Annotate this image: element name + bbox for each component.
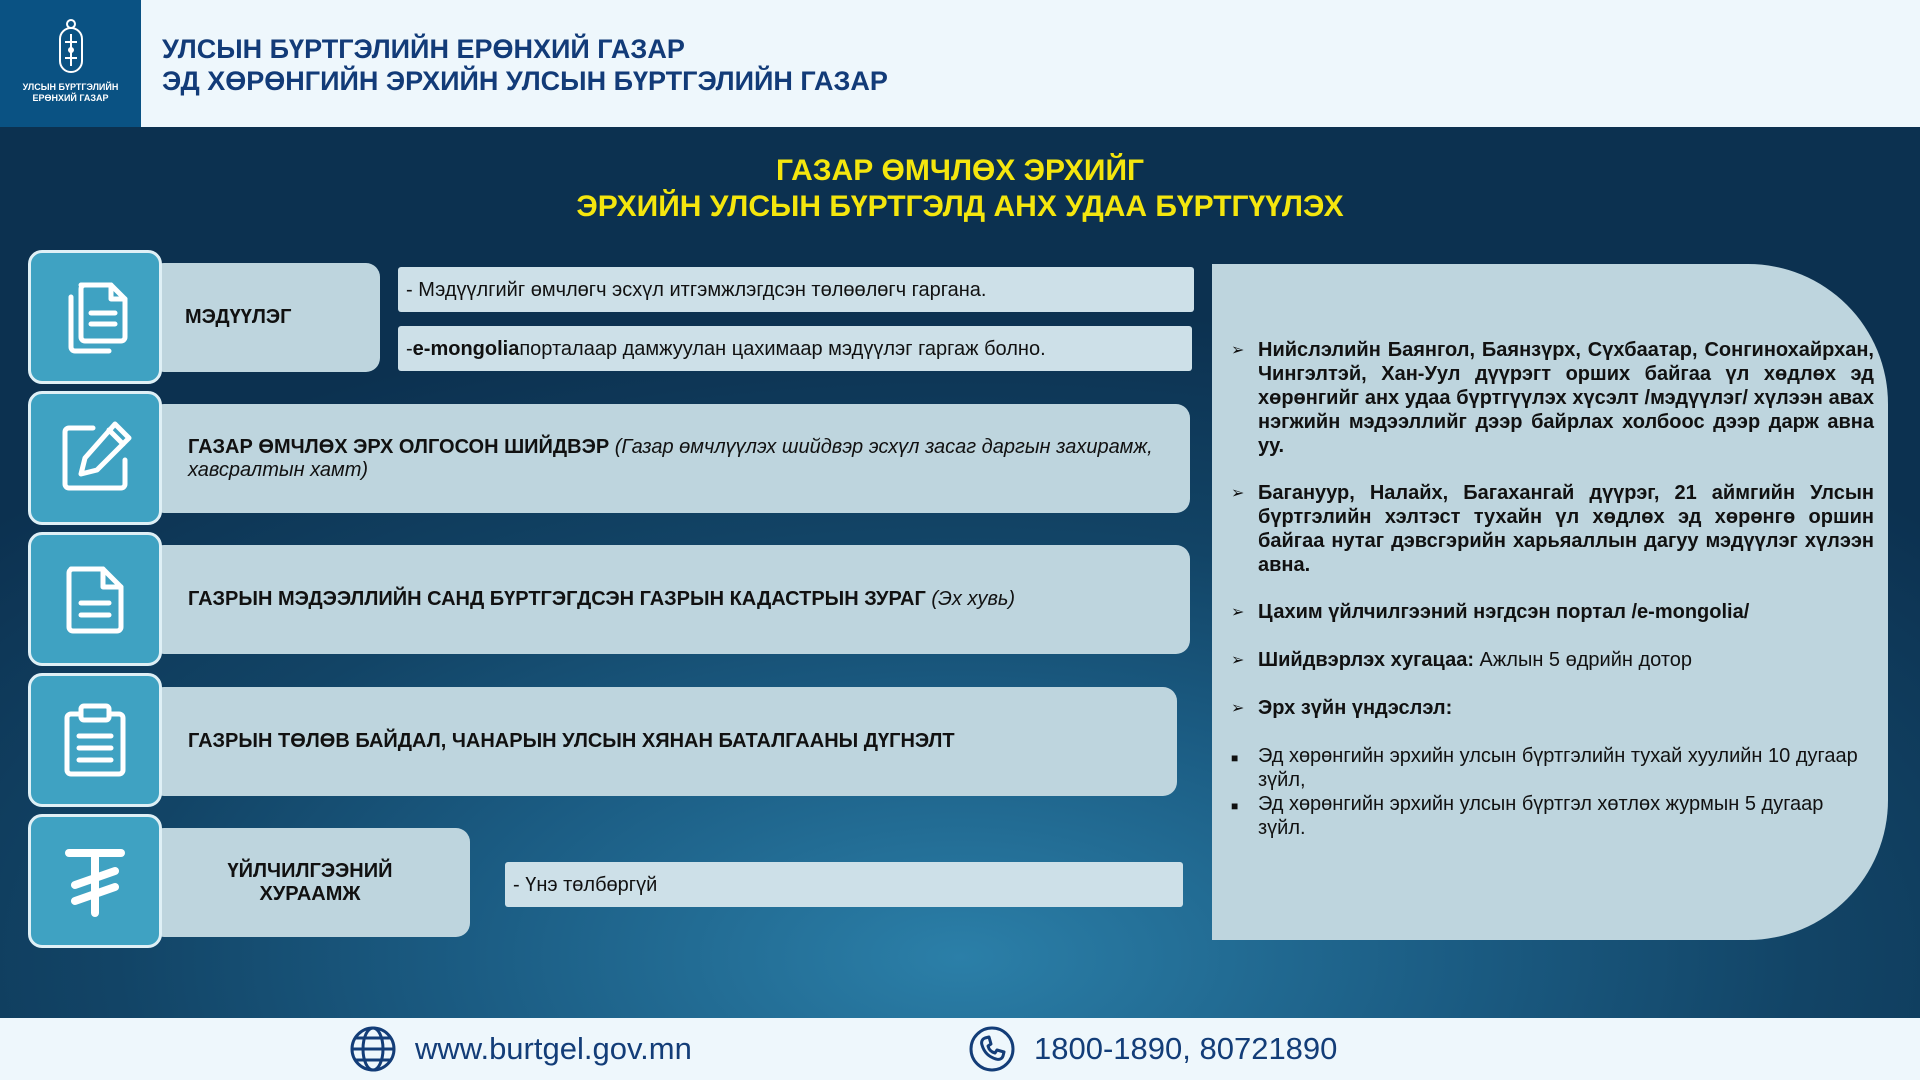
info-panel <box>1212 264 1888 940</box>
page-title-line2: ЭРХИЙН УЛСЫН БҮРТГЭЛД АНХ УДАА БҮРТГҮҮЛЭХ <box>576 190 1344 223</box>
org-title-line2: ЭД ХӨРӨНГИЙН ЭРХИЙН УЛСЫН БҮРТГЭЛИЙН ГАЗАР <box>162 66 888 96</box>
phone-icon <box>968 1025 1016 1073</box>
square-bullet-icon: ■ <box>1231 799 1239 813</box>
item-2-label <box>188 436 1160 482</box>
item-5-label-line1: ҮЙЛЧИЛГЭЭНИЙ <box>227 859 393 882</box>
page-title-line1: ГАЗАР ӨМЧЛӨХ ЭРХИЙГ <box>775 154 1145 187</box>
logo-text-line2: ЕРӨНХИЙ ГАЗАР <box>32 93 109 103</box>
logo-text <box>6 82 136 104</box>
header <box>0 0 1920 127</box>
info-bullet-5 <box>1231 696 1874 721</box>
processing-time-label: Шийдвэрлэх хугацаа: <box>1258 649 1474 671</box>
item-2-panel <box>150 404 1190 513</box>
law-item-2-text: Эд хөрөнгийн эрхийн улсын бүртгэл хөтлөх журмын 5 дугаар зүйл. <box>1258 793 1824 839</box>
logo-text-line1: УЛСЫН БҮРТГЭЛИЙН <box>22 82 119 92</box>
document-icon <box>53 557 137 641</box>
item-5-icon-box <box>28 814 162 948</box>
item-5-panel <box>150 828 470 937</box>
clipboard-icon <box>53 698 137 782</box>
info-bullet-2-text: Багануур, Налайх, Багахангай дүүрэг, 21 аймгийн Улсын бүртгэлийн хэлтэст тухайн үл хөдлөх эд хөрөнгө оршин байгаа нутаг дэвсгэрийн харьяаллын дагуу мэдүүлэг хүлээн авна. <box>1258 482 1874 576</box>
item-1-label: МЭДҮҮЛЭГ <box>185 306 292 328</box>
item-3-icon-box <box>28 532 162 666</box>
phone-link[interactable] <box>968 1025 1337 1073</box>
item-1-note-2 <box>398 326 1192 371</box>
phone-text[interactable]: 1800-1890, 80721890 <box>1034 1031 1338 1066</box>
item-3-label <box>188 588 1015 611</box>
org-title-line1: УЛСЫН БҮРТГЭЛИЙН ЕРӨНХИЙ ГАЗАР <box>162 34 685 64</box>
info-bullet-4 <box>1231 648 1874 673</box>
item-1-note-2-prefix: - <box>406 337 413 360</box>
item-4-label <box>188 730 955 753</box>
item-2-label-bold: ГАЗАР ӨМЧЛӨХ ЭРХ ОЛГОСОН ШИЙДВЭР <box>188 435 610 458</box>
documents-icon <box>53 275 137 359</box>
arrow-bullet-icon: ➢ <box>1231 652 1245 669</box>
pencil-edit-icon <box>53 416 137 500</box>
item-5-note: - Үнэ төлбөргүй <box>505 862 1183 907</box>
info-bullet-3[interactable] <box>1231 600 1874 625</box>
website-link[interactable] <box>349 1025 692 1073</box>
item-2-label-italic: (Газар өмчлүүлэх шийдвэр эсхүл засаг даргын захирамж, хавсралтын хамт) <box>188 435 1153 481</box>
law-item-1-text: Эд хөрөнгийн эрхийн улсын бүртгэлийн тухай хуулийн 10 дугаар зүйл, <box>1258 745 1858 791</box>
item-5-label-line2: ХУРААМЖ <box>259 882 361 905</box>
tugrik-currency-icon <box>53 839 137 923</box>
info-bullet-2 <box>1231 481 1874 577</box>
item-2-icon-box <box>28 391 162 525</box>
legal-basis-label: Эрх зүйн үндэслэл: <box>1258 697 1453 719</box>
organization-title <box>162 33 888 97</box>
info-bullet-4-text <box>1258 648 1874 673</box>
item-3-label-italic: (Эх хувь) <box>925 588 1016 610</box>
processing-time-value: Ажлын 5 өдрийн дотор <box>1474 649 1692 671</box>
item-1-panel <box>150 263 380 372</box>
main-content <box>0 127 1920 1018</box>
item-4-panel <box>150 687 1177 796</box>
info-bullet-1-text: Нийслэлийн Баянгол, Баянзүрх, Сүхбаатар, Сонгинохайрхан, Чингэлтэй, Хан-Уул дүүрэгт орших байгаа үл хөдлөх эд хөрөнгийг анх удаа бүртгүүлэх хүсэлт /мэдүүлэг/ хүлээн авах нэгжийн мэдээллийг дээр байрлах холбоос дээр дарж авна уу. <box>1258 339 1874 457</box>
item-1-note-1: - Мэдүүлгийг өмчлөгч эсхүл итгэмжлэгдсэн төлөөлөгч гаргана. <box>398 267 1194 312</box>
item-1-note-2-rest: порталаар дамжуулан цахимаар мэдүүлэг гаргаж болно. <box>519 337 1046 360</box>
item-3-panel <box>150 545 1190 654</box>
info-bullet-1 <box>1231 338 1874 458</box>
item-3-label-bold: ГАЗРЫН МЭДЭЭЛЛИЙН САНД БҮРТГЭГДСЭН ГАЗРЫН КАДАСТРЫН ЗУРАГ <box>188 588 926 610</box>
arrow-bullet-icon: ➢ <box>1231 700 1245 717</box>
item-4-icon-box <box>28 673 162 807</box>
item-1-icon-box <box>28 250 162 384</box>
law-item-2 <box>1231 792 1874 840</box>
emblem-icon <box>57 18 85 76</box>
website-text[interactable]: www.burtgel.gov.mn <box>415 1031 692 1066</box>
square-bullet-icon: ■ <box>1231 751 1239 765</box>
e-mongolia-portal-link[interactable]: Цахим үйлчилгээний нэгдсэн портал /e-mongolia/ <box>1258 601 1750 623</box>
globe-icon <box>349 1025 397 1073</box>
logo[interactable] <box>0 0 141 127</box>
footer <box>0 1018 1920 1080</box>
e-mongolia-link-text: e-mongolia <box>412 337 520 360</box>
arrow-bullet-icon: ➢ <box>1231 342 1245 359</box>
item-4-label-bold: ГАЗРЫН ТӨЛӨВ БАЙДАЛ, ЧАНАРЫН УЛСЫН ХЯНАН БАТАЛГААНЫ ДҮГНЭЛТ <box>188 730 955 752</box>
arrow-bullet-icon: ➢ <box>1231 485 1245 502</box>
item-5-label <box>228 860 393 906</box>
law-item-1 <box>1231 744 1874 792</box>
arrow-bullet-icon: ➢ <box>1231 604 1245 621</box>
page-title <box>0 153 1920 225</box>
